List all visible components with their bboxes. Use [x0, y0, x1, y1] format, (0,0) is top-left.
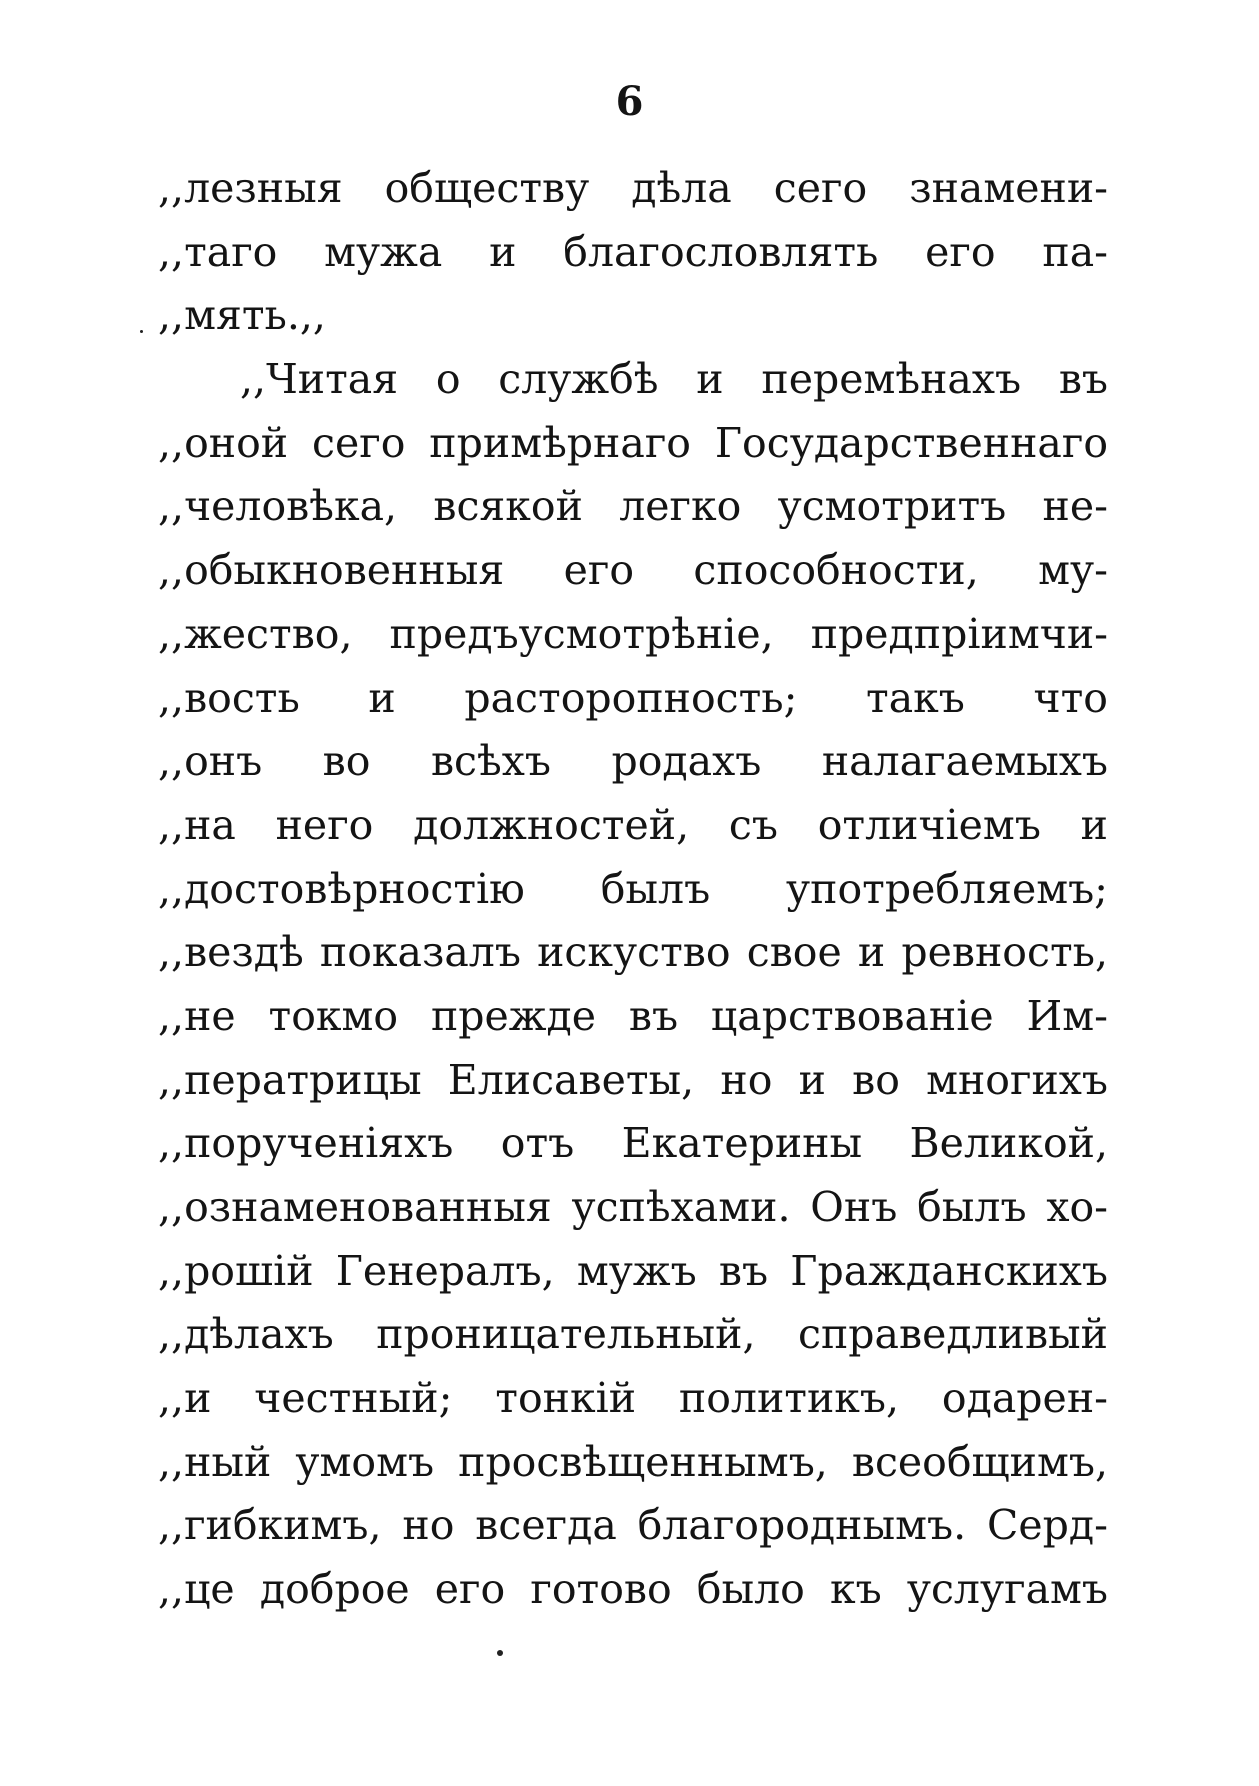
ink-speck: [497, 1650, 503, 1656]
text-line: ,,лезныя обществу дѣла сего знамени-: [158, 164, 1108, 212]
text-line: ,,це доброе его готово было къ услугамъ: [158, 1565, 1108, 1614]
text-line: ,,человѣка, всякой легко усмотритъ не-: [158, 482, 1108, 531]
text-line: ,,мять.,,: [158, 291, 326, 340]
text-line: ,,не токмо прежде въ царствованіе Им-: [158, 991, 1108, 1040]
text-line: ,,порученіяхъ отъ Екатерины Великой,: [158, 1119, 1108, 1168]
text-line: ,,Читая о службѣ и перемѣнахъ въ: [240, 355, 1108, 404]
text-line: ,,жество, предъусмотрѣніе, предпріимчи-: [158, 609, 1108, 658]
text-line: ,,на него должностей, съ отличіемъ и: [158, 800, 1108, 849]
text-line: ,,вездѣ показалъ искуство свое и ревность,: [158, 928, 1108, 977]
text-line: ,,и честный; тонкій политикъ, одарен-: [158, 1374, 1108, 1423]
text-line: ,,вость и расторопность; такъ что: [158, 673, 1108, 722]
text-line: ,,обыкновенныя его способности, му-: [158, 546, 1108, 595]
text-line: ,,ператрицы Елисаветы, но и во многихъ: [158, 1055, 1108, 1104]
text-line: ,,рошій Генералъ, мужъ въ Гражданскихъ: [158, 1246, 1108, 1295]
text-line: ,,онъ во всѣхъ родахъ налагаемыхъ: [158, 737, 1108, 786]
text-line: ,,ный умомъ просвѣщеннымъ, всеобщимъ,: [158, 1437, 1108, 1486]
text-line: ,,таго мужа и благословлять его па-: [158, 227, 1108, 276]
text-line: ,,оной сего примѣрнаго Государственнаго: [158, 418, 1108, 467]
ink-speck: [140, 330, 143, 333]
text-line: ,,дѣлахъ проницательный, справедливый: [158, 1310, 1108, 1359]
page-number: 6: [615, 78, 644, 125]
text-line: ,,достовѣрностію былъ употребляемъ;: [158, 864, 1108, 913]
text-line: ,,гибкимъ, но всегда благороднымъ. Серд-: [158, 1501, 1108, 1550]
body-text: [158, 157, 1108, 1622]
text-line: ,,ознаменованныя успѣхами. Онъ былъ хо-: [158, 1183, 1108, 1231]
